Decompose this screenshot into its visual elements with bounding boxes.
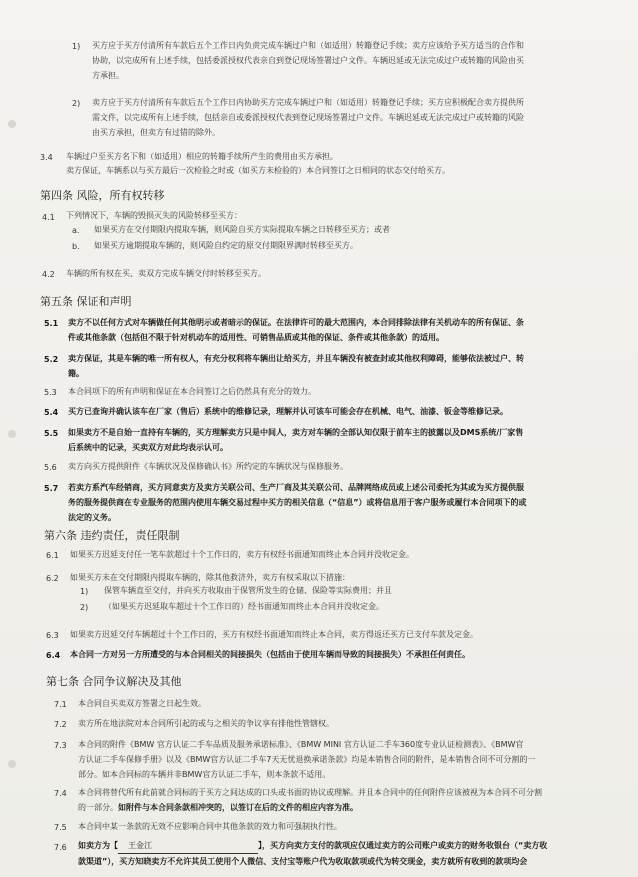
item-number: 1) (80, 587, 89, 596)
clause-text-bold: 如附件与本合同条款相冲突的，以签订在后的文件的相应内容为准。 (118, 803, 358, 812)
clause-text-part: 】，买方向卖方支付的款项应仅通过卖方的公司账户或卖方的财务收银台（“卖方收 (258, 841, 548, 850)
clause-text: 部分。如本合同标的车辆并非BMW官方认证二手车，则本条款不适用。 (78, 770, 331, 779)
clause-number: 5.6 (44, 463, 57, 472)
section-heading: 第四条 风险，所有权转移 (40, 189, 165, 202)
clause-text: 卖方保证，其是车辆的唯一所有权人，有充分权利将车辆出让给买方，并且车辆没有被查封或其他权利障碍，能够依法被过户、转 (68, 354, 524, 363)
seller-name-field: 王金江 (118, 838, 258, 854)
clause-number: 7.2 (54, 720, 67, 729)
clause-number: 7.5 (54, 823, 67, 832)
item-letter: a. (72, 226, 80, 235)
clause-number: 7.1 (54, 700, 67, 709)
clause-text: （如果买方迟延取车超过十个工作日的）经书面通知而终止本合同并没收定金。 (104, 602, 384, 611)
clause-text: 协助，以完成所有上述手续，包括委派授权代表亲自到登记现场签署过户文件。车辆迟延或无法完成过户或转籍的风险由买 (92, 56, 524, 65)
clause-number: 5.3 (44, 388, 57, 397)
clause-text: 卖方不以任何方式对车辆做任何其他明示或者暗示的保证。在法律许可的最大范围内，本合同排除法律有关机动车的所有保证、条 (68, 318, 524, 327)
clause-text: 下列情况下，车辆的毁损灭失的风险转移至买方： (66, 211, 242, 220)
clause-text: 卖方所在地法院对本合同所引起的或与之相关的争议享有排他性管辖权。 (78, 719, 334, 728)
clause-text: 件或其他条款（包括但不限于针对机动车的适用性、可销售品质或其他的保证、条件或其他条款）的适用。 (68, 333, 444, 342)
clause-text: 如果卖方不是自始一直持有车辆的，买方理解卖方只是中间人，卖方对车辆的全部认知仅限于前车主的披露以及DMS系统/厂家售 (68, 428, 524, 437)
clause-number: 4.1 (42, 213, 55, 222)
clause-text: 本合同项下的所有声明和保证在本合同签订之后仍然具有充分的效力。 (68, 387, 316, 396)
section-heading: 第六条 违约责任，责任限制 (44, 529, 180, 542)
section-heading: 第七条 合同争议解决及其他 (46, 675, 182, 688)
clause-text: 本合同的附件《BMW 官方认证二手车品质及服务承诺标准》、《BMW MINI 官方认证二手车360度专业认证检测表》、《BMW官 (78, 740, 524, 749)
clause-text: 本合同自买卖双方签署之日起生效。 (78, 699, 206, 708)
clause-text: 籍。 (68, 369, 84, 378)
clause-number: 6.3 (46, 631, 59, 640)
clause-text: 买方已查询并确认该车在厂家（售后）系统中的维修记录，理解并认可该车可能会存在机械、电气、油漆、钣金等维修记录。 (68, 407, 508, 416)
clause-text: 方认证二手车保修手册》以及《BMW官方认证二手车7天无忧退换承诺条款》均是本销售合同的附件，是本销售合同不可分割的一 (78, 755, 536, 764)
clause-number: 4.2 (42, 270, 55, 279)
clause-number: 6.2 (46, 574, 59, 583)
clause-text: 如果买方迟延支付任一笔车款超过十个工作日的，卖方有权经书面通知而终止本合同并没收定金。 (70, 550, 414, 559)
clause-text: 卖方保证，车辆系以与买方最后一次检验之时或（如买方未检验的）本合同签订之日相同的状态交付给买方。 (66, 166, 450, 175)
clause-text (78, 800, 358, 815)
clause-number: 7.3 (54, 741, 67, 750)
clause-text: 本合同中某一条款的无效不应影响合同中其他条款的效力和可强制执行性。 (78, 822, 342, 831)
clause-text: 由买方承担，但卖方有过错的除外。 (92, 128, 220, 137)
clause-text: 车辆过户至买方名下和（如适用）相应的转籍手续所产生的费用由买方承担。 (66, 152, 338, 161)
clause-number: 5.4 (44, 408, 59, 417)
clause-text: 务的服务提供商在专业服务的范围内使用车辆交易过程中买方的相关信息（“信息”）或将信息用于客户服务或履行本合同项下的或 (68, 498, 527, 507)
clause-text: 法定的义务。 (68, 513, 116, 522)
clause-text: 如果买方未在交付期限内提取车辆的，除其他救济外，卖方有权采取以下措施： (70, 573, 350, 582)
clause-text: 如果买方在交付期限内提取车辆，则风险自买方实际提取车辆之日转移至买方；或者 (94, 225, 390, 234)
clause-text: 卖方应于买方付清所有车款后五个工作日内协助买方完成车辆过户和（如适用）转籍登记手续；买方应积极配合卖方提供所 (92, 98, 524, 107)
clause-text: 如果买方逾期提取车辆的，则风险自约定的原交付期限界满时转移至买方。 (94, 241, 358, 250)
item-number: 2) (72, 99, 81, 108)
clause-number: 7.6 (54, 843, 67, 852)
clause-text: 需文件，以完成所有上述手续，包括亲自或委派授权代表到登记现场签署过户文件。车辆迟延或无法完成过户或转籍的风险 (92, 113, 524, 122)
clause-text: 款渠道”），买方知晓卖方不允许其员工使用个人微信、支付宝等账户代为收取款项或代为转交现金，卖方就所有收到的款项均会 (78, 857, 528, 866)
clause-number: 5.7 (44, 484, 59, 493)
clause-text: 本合同将替代所有此前就合同标的于买方之间达成的口头或书面的协议或理解。并且本合同中的任何附件应该被视为本合同不可分割 (78, 788, 542, 797)
clause-text: 如果卖方迟延交付车辆超过十个工作日的，买方有权经书面通知而终止本合同，卖方得返还买方已支付车款及定金。 (70, 630, 478, 639)
clause-number: 5.2 (44, 355, 59, 364)
clause-text-part: 的一部分。 (78, 803, 118, 812)
clause-text: 保管车辆直至交付，并向买方收取由于保管所发生的仓储、保险等实际费用；并且 (104, 586, 392, 595)
clause-number: 6.1 (46, 551, 59, 560)
clause-number: 5.5 (44, 429, 59, 438)
clause-number: 5.1 (44, 319, 59, 328)
clause-text: 若卖方系汽车经销商，买方同意卖方及卖方关联公司、生产厂商及其关联公司、品牌网络成员或上述公司委托为其或为买方提供服 (68, 483, 524, 492)
item-number: 1) (72, 42, 81, 51)
section-heading: 第五条 保证和声明 (40, 295, 132, 308)
clause-text: 买方应于买方付清所有车款后五个工作日内负责完成车辆过户和（如适用）转籍登记手续；卖方应该给予买方适当的合作和 (92, 41, 524, 50)
clause-number: 7.4 (54, 789, 67, 798)
clause-text: 卖方向买方提供附件《车辆状况及保修确认书》所约定的车辆状况与保修服务。 (68, 462, 348, 471)
clause-text: 车辆的所有权在买、卖双方完成车辆交付时转移至买方。 (66, 269, 266, 278)
clause-text (78, 838, 547, 854)
clause-text: 方承担。 (92, 71, 124, 80)
clause-text: 本合同一方对另一方所遭受的与本合同相关的间接损失（包括由于使用车辆而导致的间接损失）不承担任何责任。 (70, 650, 470, 659)
clause-number: 6.4 (46, 651, 61, 660)
clause-text: 后系统中的记录，买卖双方对此均表示认可。 (68, 443, 228, 452)
clause-number: 3.4 (40, 153, 53, 162)
clause-text-part: 如卖方为【 (78, 841, 118, 850)
item-letter: b. (72, 242, 80, 251)
item-number: 2) (80, 603, 89, 612)
